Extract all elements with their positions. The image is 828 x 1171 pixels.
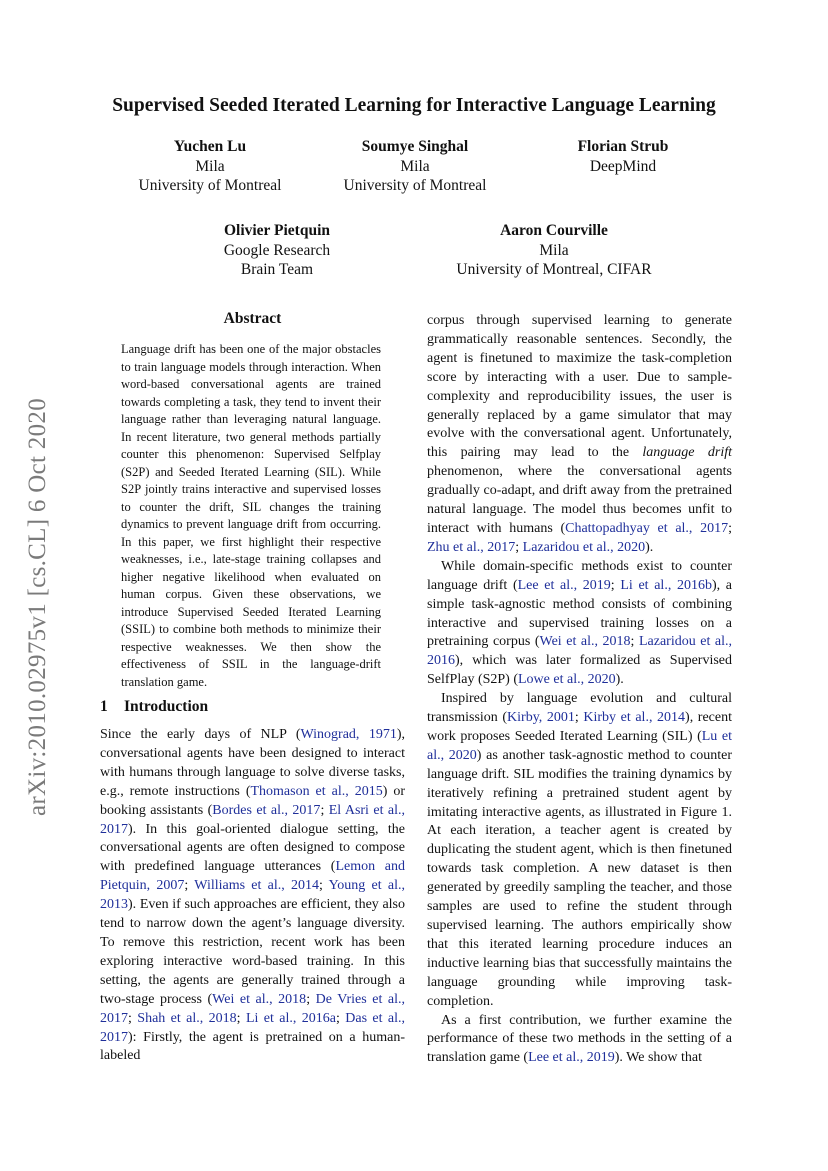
citation-link[interactable]: Thomason et al., 2015 (250, 783, 383, 799)
author-affiliation: DeepMind (589, 157, 657, 175)
paper-title: Supervised Seeded Iterated Learning for Interactive Language Learning (112, 95, 716, 116)
section-title: Introduction (124, 698, 209, 715)
citation-link[interactable]: Li et al., 2016b (620, 577, 712, 593)
author-4 (167, 221, 387, 280)
citation-link[interactable]: Williams et al., 2014 (194, 878, 319, 894)
paragraph: While domain-specific methods exist to counter language drift (Lee et al., 2019; Li et al., 2016b), a simple task-agnostic method consists of combining interactive and supervised training losses on a pretraining corpus (Wei et al., 2018; Lazaridou et al., 2016), which was later formalized as Supervised SelfPlay (S2P) (Lowe et al., 2020). (427, 558, 733, 688)
abstract-text: Language drift has been one of the major obstacles to train language models through interaction. When word-based conversational agents are trained towards completing a task, they tend to invent their language rather than leveraging natural language. In recent literature, two general methods partially counter this phenomenon: Supervised Selfplay (S2P) and Seeded Iterated Learning (SIL). While S2P jointly trains interactive and supervised losses to counter the drift, SIL changes the training dynamics to prevent language drift from occurring. In this paper, we first highlight their respective weaknesses, i.e., late-stage training collapses and higher negative likelihood when evaluated on human corpus. Given these observations, we introduce Supervised Seeded Iterated Learning (SSIL) to combine both methods to minimize their respective weaknesses. We then show the effectiveness of SSIL in the language-drift translation game. (121, 342, 381, 689)
citation-link[interactable]: Wei et al., 2018 (212, 991, 307, 1007)
citation-link[interactable]: Kirby, 2001 (507, 710, 575, 726)
citation-link[interactable]: Lowe et al., 2020 (518, 672, 616, 688)
author-affiliation: Google Research (223, 241, 331, 259)
abstract-heading: Abstract (223, 310, 282, 327)
citation-link[interactable]: Lee et al., 2019 (528, 1050, 615, 1066)
citation-link[interactable]: Lu et al., 2020 (427, 728, 732, 763)
citation-link[interactable]: El Asri et al., 2017 (100, 802, 405, 837)
author-name: Florian Strub (577, 138, 669, 155)
author-affiliation: University of Montreal (138, 177, 282, 194)
author-affiliation: Brain Team (240, 261, 314, 278)
citation-link[interactable]: Li et al., 2016a (245, 1010, 336, 1026)
author-name: Aaron Courville (500, 222, 608, 239)
citation-link[interactable]: Lazaridou et al., 2016 (427, 634, 733, 669)
author-name: Soumye Singhal (361, 138, 469, 155)
citation-link[interactable]: De Vries et al., 2017 (100, 991, 406, 1026)
citation-link[interactable]: Wei et al., 2018 (539, 634, 631, 650)
citation-link[interactable]: Young et al., 2013 (100, 878, 405, 913)
citation-link[interactable]: Shah et al., 2018 (137, 1010, 237, 1026)
paragraph: corpus through supervised learning to generate grammatically reasonable sentences. Secondly, the agent is finetuned to maximize the task-completion score by interacting with a user. Due to sample-complexity and reproducibility issues, the user is generally replaced by a game simulator that may evolve with the conversational agent. Unfortunately, this pairing may lead to the language drift phenomenon, where the conversational agents gradually co-adapt, and drift away from the pretrained natural language. The model thus becomes unfit to interact with humans (Chattopadhyay et al., 2017; Zhu et al., 2017; Lazaridou et al., 2020). (427, 313, 732, 555)
citation-link[interactable]: Winograd, 1971 (300, 727, 397, 742)
author-5 (419, 221, 689, 280)
author-affiliation: Mila (400, 157, 430, 175)
citation-link[interactable]: Kirby et al., 2014 (583, 710, 686, 726)
citation-link[interactable]: Chattopadhyay et al., 2017 (565, 520, 729, 536)
citation-link[interactable]: Lazaridou et al., 2020 (522, 539, 646, 555)
citation-link[interactable]: Lemon and Pietquin, 2007 (100, 859, 405, 894)
author-name: Yuchen Lu (173, 138, 247, 155)
author-1 (100, 137, 320, 196)
left-column (100, 726, 405, 1066)
arxiv-identifier (18, 372, 58, 842)
author-2 (305, 137, 525, 196)
paragraph: As a first contribution, we further examine the performance of these two methods in the setting of a translation game (Lee et al., 2019). We show that (427, 1012, 732, 1066)
citation-link[interactable]: Bordes et al., 2017 (212, 802, 321, 818)
paragraph: Since the early days of NLP (Winograd, 1971), conversational agents have been designed to interact with humans through language to solve diverse tasks, e.g., remote instructions (Thomason et al., 2015) or booking assistants (Bordes et al., 2017; El Asri et al., 2017). In this goal-oriented dialogue setting, the conversational agents are often designed to compose with predefined language utterances (Lemon and Pietquin, 2007; Williams et al., 2014; Young et al., 2013). Even if such approaches are efficient, they also tend to narrow down the agent’s language diversity. To remove this restriction, recent work has been exploring interactive word-based training. In this setting, the agents are generally trained through a two-stage process (Wei et al., 2018; De Vries et al., 2017; Shah et al., 2018; Li et al., 2016a; Das et al., 2017): Firstly, the agent is pretrained on a human-labeled (100, 727, 406, 1064)
author-3 (513, 137, 733, 176)
section-number: 1 (100, 698, 108, 715)
paragraph: Inspired by language evolution and cultural transmission (Kirby, 2001; Kirby et al., 2014), recent work proposes Seeded Iterated Learning (SIL) (Lu et al., 2020) as another task-agnostic method to counter language drift. SIL modifies the training dynamics by iteratively refining a pretrained student agent by imitating interactive agents, as illustrated in Figure 1. At each iteration, a teacher agent is created by duplicating the student agent, which is then finetuned towards task completion. A new dataset is then generated by greedily sampling the teacher, and those samples are used to refine the student through supervised learning. The authors empirically show that this iterated learning procedure induces an inductive learning bias that successfully maintains the language grounding while improving task-completion. (427, 691, 732, 1009)
author-affiliation: University of Montreal, CIFAR (456, 261, 652, 278)
author-name: Olivier Pietquin (223, 222, 331, 239)
author-affiliation: University of Montreal (343, 177, 487, 194)
arxiv-identifier-text: arXiv:2010.02975v1 [cs.CL] 6 Oct 2020 (24, 398, 51, 816)
author-affiliation: Mila (539, 241, 569, 259)
citation-link[interactable]: Zhu et al., 2017 (427, 539, 516, 555)
right-column (427, 312, 732, 1068)
section-heading-introduction (100, 698, 208, 716)
citation-link[interactable]: Lee et al., 2019 (517, 577, 611, 593)
author-affiliation: Mila (195, 157, 225, 175)
emphasized-term: language drift (642, 445, 732, 461)
citation-link[interactable]: Das et al., 2017 (100, 1010, 406, 1045)
